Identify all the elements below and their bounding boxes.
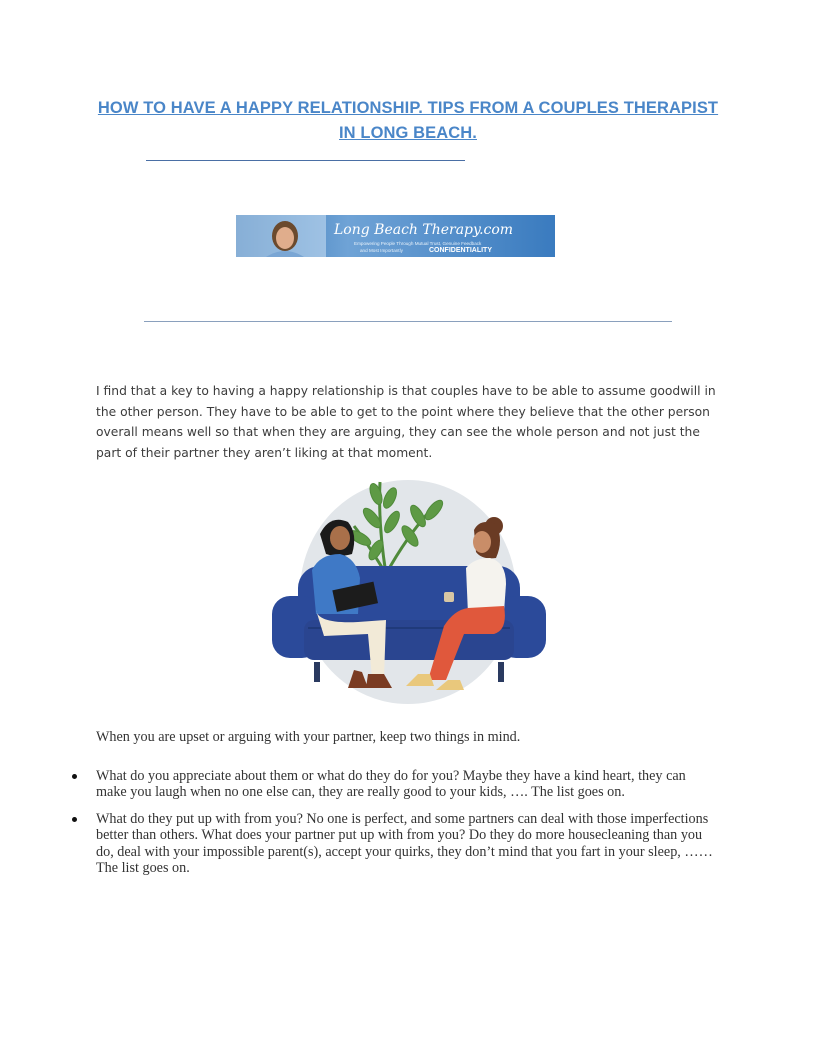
- bullet-icon: [72, 817, 77, 822]
- therapy-session-illustration: [268, 474, 550, 712]
- tips-list: [96, 768, 720, 886]
- lead-sentence: When you are upset or arguing with your partner, keep two things in mind.: [96, 729, 521, 745]
- banner-tagline2: and Most Importantly: [360, 248, 403, 253]
- bullet-icon: [72, 774, 77, 779]
- list-item: [96, 811, 720, 877]
- list-item-text: What do they put up with from you? No one is perfect, and some partners can deal with those imperfections better than others. What does your partner put up with from you? Do they do more housecleaning than you do, deal with your impossible parent(s), accept your quirks, they don’t mind that you fart in your sleep, …… The list goes on.: [96, 810, 713, 877]
- list-item: [96, 768, 720, 801]
- title-underline-rule: [146, 160, 465, 161]
- intro-paragraph: I find that a key to having a happy relationship is that couples have to be able to assume goodwill in the other person. They have to be able to get to the point where they believe that the other person overall means well so that when they are arguing, they can see the whole person and not just the part of their partner they aren’t liking at that moment.: [96, 384, 716, 460]
- section-divider: [144, 321, 672, 322]
- banner-image: [236, 215, 555, 257]
- banner-tagline: Empowering People Through Mutual Trust, Genuine Feedback: [354, 241, 482, 246]
- banner-site-name: Long Beach Therapy.com: [334, 222, 514, 238]
- list-item-text: What do you appreciate about them or what do they do for you? Maybe they have a kind heart, they can make you laugh when no one else can, they are really good to your kids, …. The list goes on.: [96, 768, 686, 801]
- page-title: HOW TO HAVE A HAPPY RELATIONSHIP. TIPS FROM A COUPLES THERAPIST IN LONG BEACH.: [97, 99, 719, 142]
- banner-keyword: CONFIDENTIALITY: [429, 247, 492, 254]
